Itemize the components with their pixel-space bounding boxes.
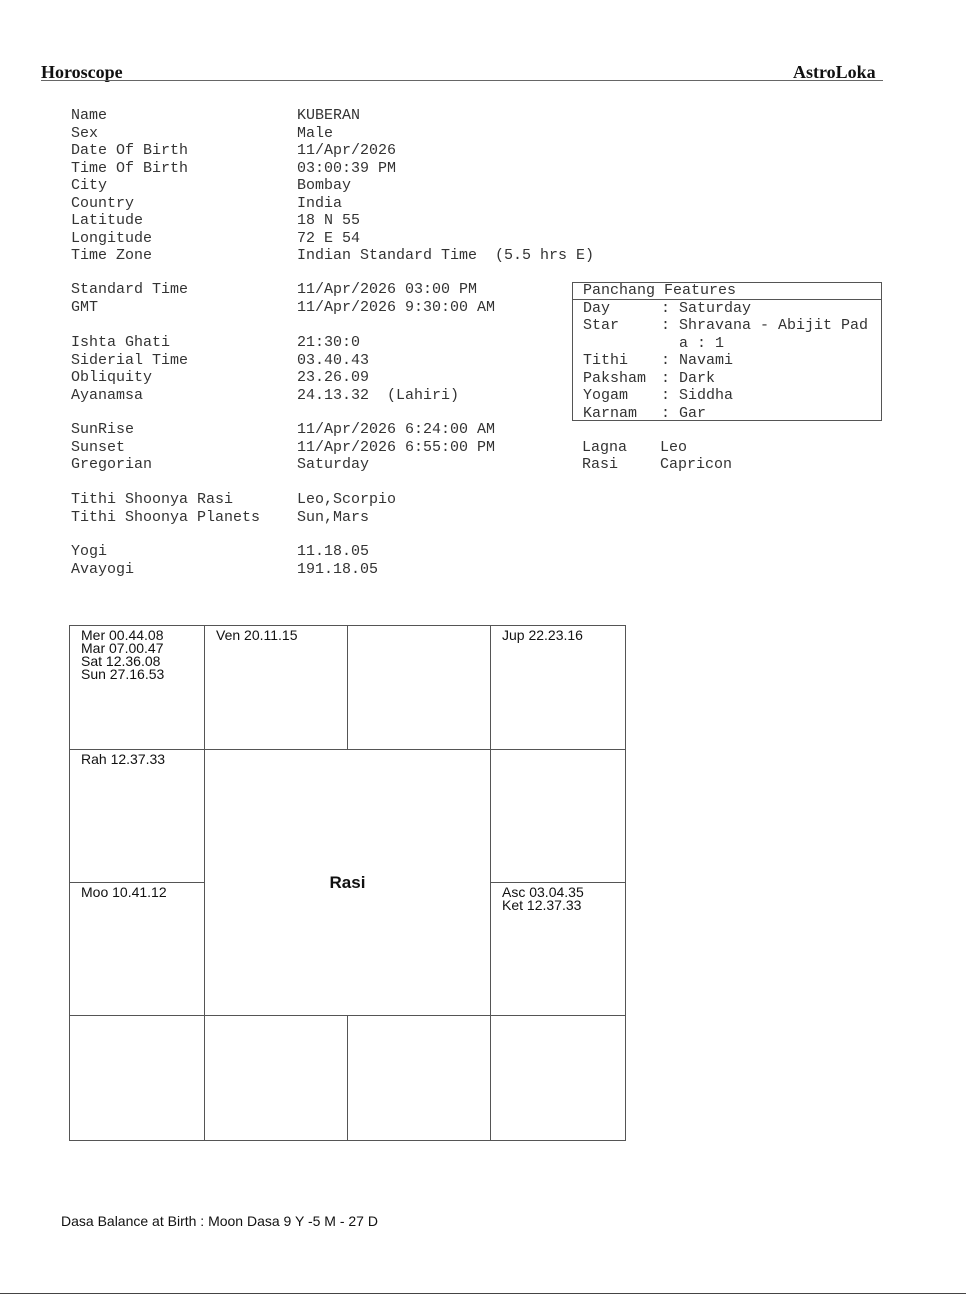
- detail-label: Obliquity: [71, 369, 153, 386]
- chart-cell: [204, 1015, 348, 1141]
- panchang-value: : Saturday: [661, 299, 752, 317]
- chart-cell: [490, 1015, 626, 1141]
- detail-value: 24.13.32 (Lahiri): [297, 386, 460, 404]
- chart-cell: [69, 882, 205, 1016]
- panchang-title-text: Panchang Features: [583, 282, 737, 299]
- panchang-label: Karnam: [583, 404, 638, 422]
- detail-label: Ayanamsa: [71, 386, 144, 404]
- detail-label: SunRise: [71, 421, 135, 438]
- detail-value: 23.26.09: [297, 369, 370, 386]
- detail-label: Name: [71, 107, 108, 124]
- planet-position: Ven 20.11.15: [216, 627, 298, 643]
- planet-position: Sat 12.36.08: [81, 653, 161, 669]
- detail-value: 11/Apr/2026 03:00 PM: [297, 281, 478, 298]
- planet-position: Jup 22.23.16: [502, 627, 583, 643]
- planet-position: Mer 00.44.08: [81, 627, 164, 643]
- planet-position: Ket 12.37.33: [502, 897, 582, 913]
- panchang-features-box: [572, 282, 882, 421]
- detail-value: 191.18.05: [297, 560, 379, 578]
- detail-value: 72 E 54: [297, 229, 361, 247]
- chart-cell: [347, 625, 491, 750]
- panchang-label: Yogam: [583, 387, 629, 404]
- rasi-value: Capricon: [660, 456, 733, 473]
- panchang-label: Tithi: [583, 352, 629, 369]
- detail-label: Avayogi: [71, 560, 135, 578]
- chart-cell: [69, 625, 205, 750]
- rasi-label: Rasi: [582, 456, 619, 473]
- detail-label: Sex: [71, 124, 99, 142]
- lagna-label: Lagna: [582, 438, 628, 456]
- detail-value: Sun,Mars: [297, 508, 370, 526]
- detail-value: KUBERAN: [297, 107, 361, 124]
- detail-label: Tithi Shoonya Planets: [71, 508, 261, 526]
- chart-cell: [69, 749, 205, 883]
- detail-label: Longitude: [71, 229, 153, 247]
- planet-position: Moo 10.41.12: [81, 884, 167, 900]
- brand-name: AstroLoka: [793, 62, 876, 82]
- detail-label: Ishta Ghati: [71, 334, 171, 351]
- chart-cell: [490, 625, 626, 750]
- panchang-label: Day: [583, 299, 611, 317]
- detail-value: India: [297, 194, 343, 212]
- detail-value: 11/Apr/2026 6:24:00 AM: [297, 421, 496, 438]
- chart-cell: [347, 1015, 491, 1141]
- chart-cell: [69, 1015, 205, 1141]
- panchang-value: : Gar: [661, 404, 707, 422]
- page-bottom-divider: [0, 1293, 966, 1294]
- detail-label: Sunset: [71, 438, 126, 456]
- chart-cell: [204, 625, 348, 750]
- header-divider: [41, 80, 883, 81]
- detail-value: 21:30:0: [297, 334, 361, 351]
- dasa-balance: Dasa Balance at Birth : Moon Dasa 9 Y -5 M - 27 D: [61, 1213, 378, 1229]
- detail-label: GMT: [71, 298, 99, 316]
- detail-value: Saturday: [297, 456, 370, 473]
- panchang-label: Paksham: [583, 369, 647, 387]
- panchang-value: : Siddha: [661, 387, 734, 404]
- detail-value: 11/Apr/2026 9:30:00 AM: [297, 298, 496, 316]
- detail-value: Leo,Scorpio: [297, 491, 397, 508]
- detail-label: Latitude: [71, 212, 144, 229]
- panchang-value: : Navami: [661, 352, 734, 369]
- detail-label: Standard Time: [71, 281, 189, 298]
- detail-label: Time Zone: [71, 247, 153, 264]
- detail-value: 11.18.05: [297, 543, 370, 560]
- lagna-value: Leo: [660, 438, 688, 456]
- detail-label: Tithi Shoonya Rasi: [71, 491, 234, 508]
- detail-value: 18 N 55: [297, 212, 361, 229]
- chart-cell: [490, 882, 626, 1016]
- panchang-value: a : 1: [661, 334, 725, 352]
- detail-value: 11/Apr/2026: [297, 142, 397, 159]
- detail-value: Indian Standard Time (5.5 hrs E): [297, 247, 595, 264]
- page-title: Horoscope: [41, 62, 123, 82]
- detail-label: Yogi: [71, 543, 108, 560]
- planet-position: Rah 12.37.33: [81, 751, 166, 767]
- detail-label: Siderial Time: [71, 351, 189, 369]
- detail-value: Male: [297, 124, 334, 142]
- detail-label: Gregorian: [71, 456, 153, 473]
- detail-label: Time Of Birth: [71, 159, 189, 177]
- chart-center: [204, 749, 491, 1016]
- planet-position: Mar 07.00.47: [81, 640, 164, 656]
- planet-position: Sun 27.16.53: [81, 666, 165, 682]
- panchang-label: Star: [583, 317, 620, 334]
- planet-position: Asc 03.04.35: [502, 884, 584, 900]
- panchang-value: : Shravana - Abijit Pad: [661, 317, 869, 334]
- detail-label: Date Of Birth: [71, 142, 189, 159]
- chart-center-label: Rasi: [329, 872, 366, 892]
- detail-label: City: [71, 177, 108, 194]
- rasi-chart: [69, 625, 626, 1141]
- panchang-value: : Dark: [661, 369, 716, 387]
- detail-label: Country: [71, 194, 135, 212]
- detail-value: 03:00:39 PM: [297, 159, 397, 177]
- chart-cell: [490, 749, 626, 883]
- detail-value: 03.40.43: [297, 351, 370, 369]
- detail-value: 11/Apr/2026 6:55:00 PM: [297, 438, 496, 456]
- detail-value: Bombay: [297, 177, 352, 194]
